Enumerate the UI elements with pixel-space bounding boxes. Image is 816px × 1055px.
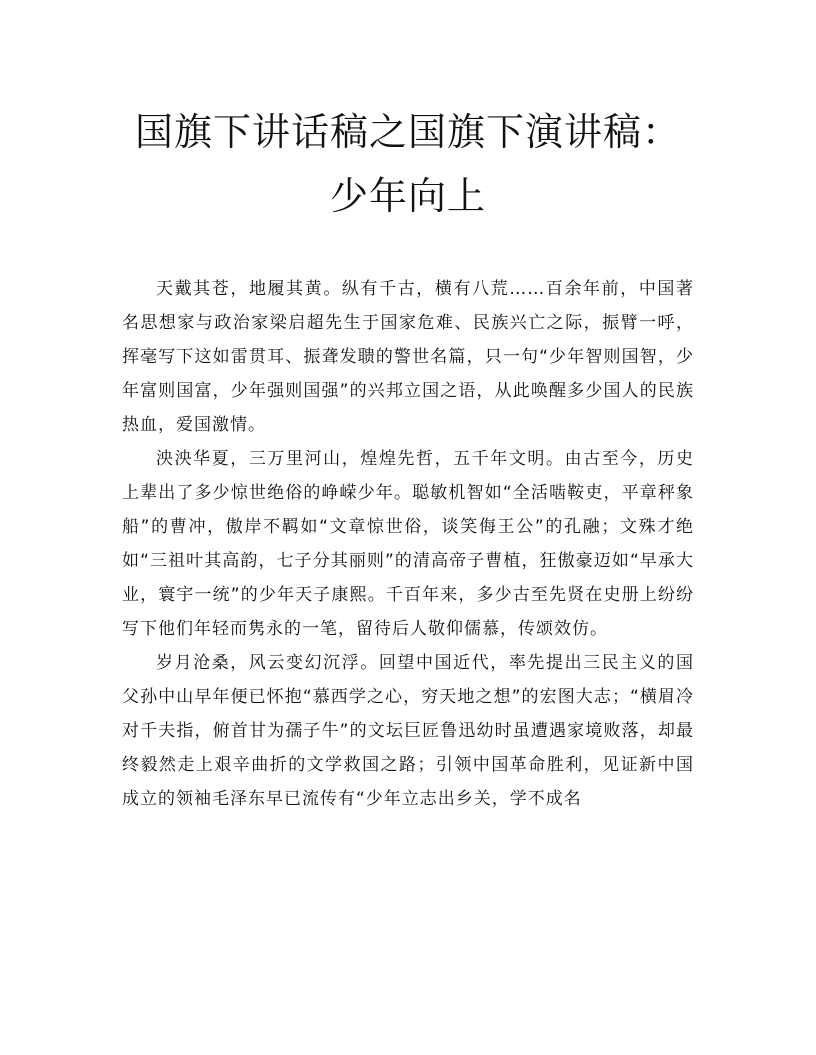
paragraph-1: 天戴其苍，地履其黄。纵有千古，横有八荒……百余年前，中国著名思想家与政治家梁启超先生于国家危难、民族兴亡之际，振臂一呼，挥毫写下这如雷贯耳、振聋发聩的警世名篇，只一句“少年智则国智，少年富则国富，少年强则国强”的兴邦立国之语，从此唤醒多少国人的民族热血，爱国激情。: [122, 279, 694, 435]
paragraph-3: 岁月沧桑，风云变幻沉浮。回望中国近代，率先提出三民主义的国父孙中山早年便已怀抱“慕西学之心，穷天地之想”的宏图大志；“横眉冷对千夫指，俯首甘为孺子牛”的文坛巨匠鲁迅幼时虽遭遇家境败落，却最终毅然走上艰辛曲折的文学救国之路；引领中国革命胜利，见证新中国成立的领袖毛泽东早已流传有“少年立志出乡关，学不成名: [122, 653, 694, 809]
document-title: 国旗下讲话稿之国旗下演讲稿：少年向上: [134, 110, 681, 218]
paragraph-2: 泱泱华夏，三万里河山，煌煌先哲，五千年文明。由古至今，历史上辈出了多少惊世绝俗的峥嵘少年。聪敏机智如“全活啮鞍吏，平章秤象船”的曹冲，傲岸不羁如“文章惊世俗，谈笑侮王公”的孔融；文殊才绝如“三祖叶其高韵，七子分其丽则”的清高帝子曹植，狂傲豪迈如“早承大业，寰宇一统”的少年天子康熙。千百年来，多少古至先贤在史册上纷纷写下他们年轻而隽永的一笔，留待后人敬仰儒慕，传颂效仿。: [122, 449, 694, 639]
document-body: [122, 272, 694, 816]
